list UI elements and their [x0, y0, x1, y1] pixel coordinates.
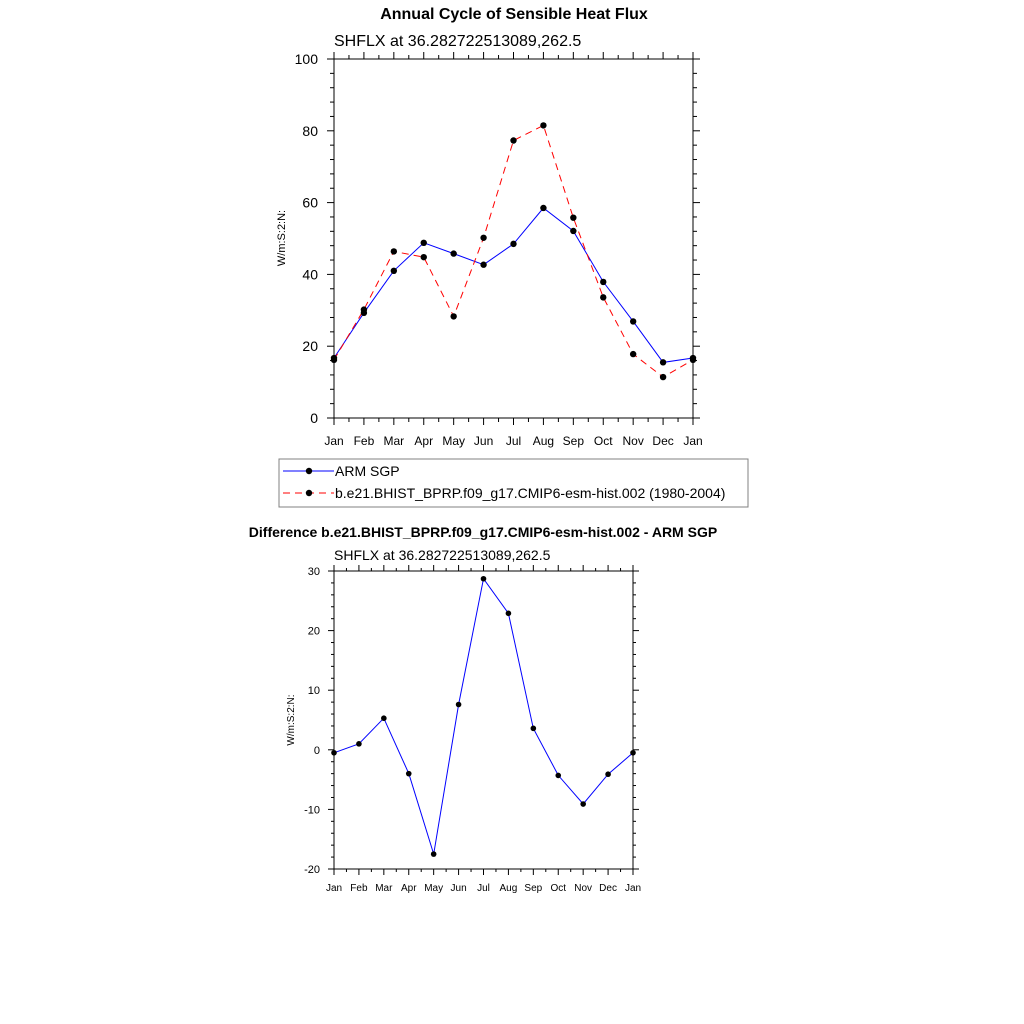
- chart1-plot-frame: [334, 59, 693, 418]
- chart2-xtick-label: Dec: [599, 883, 617, 894]
- chart1-xtick-label: Dec: [652, 434, 674, 448]
- chart2-ytick-label: 20: [307, 625, 320, 638]
- chart1-xtick-label: Mar: [383, 434, 405, 448]
- chart2-xtick-label: Aug: [499, 883, 518, 894]
- chart1-series-1-point: [690, 357, 696, 363]
- chart1-xtick-label: Aug: [532, 434, 555, 448]
- chart1-ytick-label: 40: [302, 266, 318, 283]
- chart2-ytick-label: 0: [313, 744, 320, 757]
- chart2-ytick-label: 30: [307, 565, 320, 578]
- chart1-axes: [295, 51, 703, 448]
- chart2-xtick-label: Jan: [325, 883, 343, 894]
- legend-label-model: b.e21.BHIST_BPRP.f09_g17.CMIP6-esm-hist.002 (1980-2004): [335, 485, 726, 501]
- chart1-ylabel: W/m:S:2:N:: [276, 209, 288, 267]
- chart1-series-0-point: [660, 359, 666, 365]
- chart1-series-1-point: [540, 122, 546, 128]
- chart2-series-0-point: [605, 771, 611, 777]
- chart1-xtick-label: Jun: [473, 434, 494, 448]
- chart2-series-0-point: [580, 801, 586, 807]
- chart2-xtick-label: Apr: [400, 883, 417, 894]
- chart1-title: Annual Cycle of Sensible Heat Flux: [380, 6, 648, 23]
- chart2-series-line-0: [334, 579, 633, 854]
- chart1-xtick-label: Sep: [562, 434, 585, 448]
- chart2-series-0-point: [630, 750, 636, 756]
- chart1-series-1-point: [391, 248, 397, 254]
- chart2-series: [331, 576, 636, 857]
- chart2-subtitle: SHFLX at 36.282722513089,262.5: [334, 547, 551, 563]
- chart1-series-line-0: [334, 208, 693, 362]
- chart1-xtick-label: Jan: [683, 434, 703, 448]
- chart2-series-0-point: [481, 576, 487, 582]
- chart2-xtick-label: Feb: [350, 883, 368, 894]
- chart1-series-0-point: [540, 205, 546, 211]
- chart2-xtick-label: Sep: [524, 883, 543, 894]
- chart1-series-1-point: [450, 313, 456, 319]
- chart2-xtick-label: Nov: [574, 883, 593, 894]
- chart2-xtick-label: Jul: [477, 883, 490, 894]
- chart1-xtick-label: Feb: [353, 434, 375, 448]
- chart2-xtick-label: Mar: [375, 883, 393, 894]
- chart2-ylabel: W/m:S:2:N:: [286, 694, 297, 746]
- chart1-series-0-point: [480, 262, 486, 268]
- chart1-series-0-point: [630, 318, 636, 324]
- legend-label-arm-sgp: ARM SGP: [335, 463, 400, 479]
- chart1-xtick-label: Oct: [593, 434, 613, 448]
- chart1-series-0-point: [391, 268, 397, 274]
- chart2-series-0-point: [381, 715, 387, 721]
- chart1-series-0-point: [570, 228, 576, 234]
- chart2-xtick-label: Jan: [624, 883, 642, 894]
- chart2-series-0-point: [531, 726, 537, 732]
- chart2-title: Difference b.e21.BHIST_BPRP.f09_g17.CMIP6-esm-hist.002 - ARM SGP: [248, 524, 718, 540]
- chart2-axes: [304, 565, 641, 894]
- chart1-series-line-1: [334, 125, 693, 377]
- legend-marker-model: [306, 490, 312, 496]
- chart1-xtick-label: Jan: [324, 434, 344, 448]
- chart1-series-1-point: [660, 374, 666, 380]
- chart1-xtick-label: Apr: [414, 434, 434, 448]
- chart2-series-0-point: [506, 611, 512, 617]
- chart1-ytick-label: 60: [302, 194, 318, 211]
- chart1-series-1-point: [510, 137, 516, 143]
- chart1-series-1-point: [331, 357, 337, 363]
- chart1-series-1-point: [570, 214, 576, 220]
- chart1-series-0-point: [421, 240, 427, 246]
- chart1-series-0-point: [450, 250, 456, 256]
- chart2-series-0-point: [406, 771, 412, 777]
- chart1-ytick-label: 100: [294, 51, 318, 68]
- chart1-legend: [279, 459, 748, 507]
- chart1-series: [331, 122, 696, 380]
- chart2-xtick-label: May: [424, 883, 444, 894]
- chart1-series-1-point: [361, 306, 367, 312]
- chart2-series-0-point: [356, 741, 362, 747]
- chart1-xtick-label: Jul: [505, 434, 522, 448]
- chart2-ytick-label: -10: [304, 804, 320, 817]
- chart2-ytick-label: 10: [307, 685, 320, 698]
- chart2-xtick-label: Jun: [450, 883, 467, 894]
- chart1-series-1-point: [421, 254, 427, 260]
- chart1-subtitle: SHFLX at 36.282722513089,262.5: [334, 33, 582, 50]
- chart2-series-0-point: [331, 750, 337, 756]
- chart1-xtick-label: May: [442, 434, 466, 448]
- chart1-xtick-label: Nov: [622, 434, 644, 448]
- chart2-xtick-label: Oct: [550, 883, 567, 894]
- difference-chart: [249, 524, 717, 894]
- chart1-ytick-label: 0: [310, 410, 318, 427]
- chart1-ytick-label: 80: [302, 122, 318, 139]
- chart1-series-0-point: [600, 279, 606, 285]
- legend-marker-arm-sgp: [306, 468, 312, 474]
- chart1-ytick-label: 20: [302, 338, 318, 355]
- chart2-series-0-point: [555, 773, 561, 779]
- chart2-plot-frame: [334, 571, 633, 869]
- annual-cycle-chart: [276, 6, 748, 507]
- chart2-ytick-label: -20: [304, 863, 320, 876]
- chart2-series-0-point: [456, 702, 462, 708]
- chart1-series-0-point: [510, 241, 516, 247]
- chart1-series-1-point: [600, 294, 606, 300]
- chart2-series-0-point: [431, 851, 437, 857]
- chart1-series-1-point: [480, 235, 486, 241]
- chart1-series-1-point: [630, 351, 636, 357]
